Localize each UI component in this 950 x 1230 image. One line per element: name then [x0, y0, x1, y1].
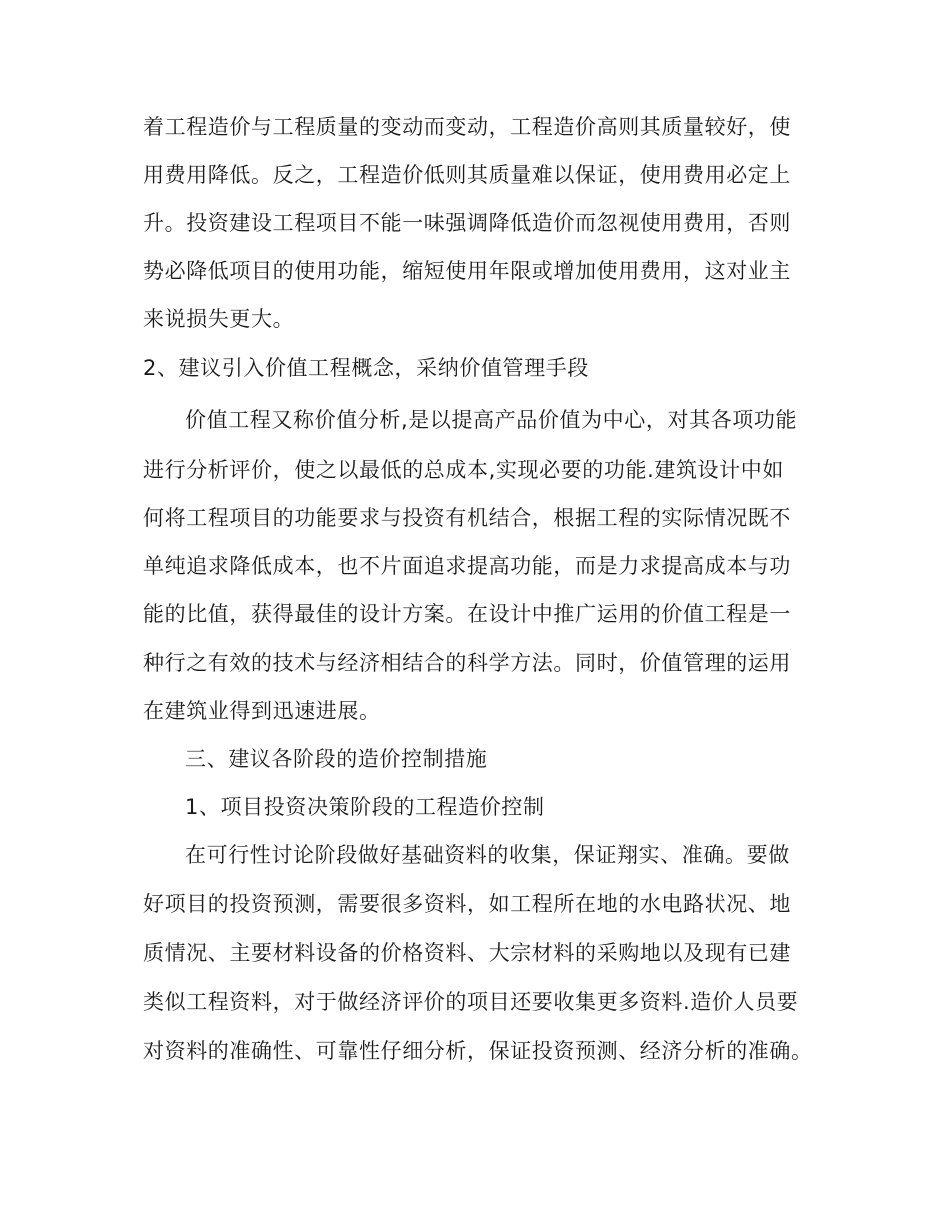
heading-2: 2、建议引入价值工程概念，采纳价值管理手段	[143, 356, 589, 380]
paragraph-1-line-4: 势必降低项目的使用功能，缩短使用年限或增加使用费用，这对业主	[143, 259, 791, 283]
paragraph-2-line-2: 进行分析评价，使之以最低的总成本,实现必要的功能.建筑设计中如	[143, 458, 784, 482]
paragraph-3-line-2: 好项目的投资预测，需要很多资料，如工程所在地的水电路状况、地	[143, 892, 791, 916]
paragraph-2-line-7: 在建筑业得到迅速进展。	[143, 699, 381, 723]
paragraph-1-line-3: 升。投资建设工程项目不能一味强调降低造价而忽视使用费用，否则	[143, 211, 791, 235]
paragraph-1-line-1: 着工程造价与工程质量的变动而变动，工程造价高则其质量较好，使	[143, 115, 791, 139]
paragraph-2-line-4: 单纯追求降低成本，也不片面追求提高功能，而是力求提高成本与功	[143, 554, 791, 578]
paragraph-2-line-5: 能的比值，获得最佳的设计方案。在设计中推广运用的价值工程是一	[143, 602, 791, 626]
paragraph-1-line-2: 用费用降低。反之，工程造价低则其质量难以保证，使用费用必定上	[143, 163, 791, 187]
section-3-heading: 三、建议各阶段的造价控制措施	[185, 747, 488, 771]
paragraph-3-line-5: 对资料的准确性、可靠性仔细分析，保证投资预测、经济分析的准确。	[143, 1039, 813, 1063]
paragraph-3-line-3: 质情况、主要材料设备的价格资料、大宗材料的采购地以及现有已建	[143, 941, 791, 965]
paragraph-1-line-5: 来说损失更大。	[143, 307, 295, 331]
paragraph-2-line-6: 种行之有效的技术与经济相结合的科学方法。同时，价值管理的运用	[143, 651, 791, 675]
paragraph-2-line-3: 何将工程项目的功能要求与投资有机结合，根据工程的实际情况既不	[143, 506, 791, 530]
paragraph-3-line-4: 类似工程资料，对于做经济评价的项目还要收集更多资料.造价人员要	[143, 990, 799, 1014]
paragraph-3-line-1: 在可行性讨论阶段做好基础资料的收集，保证翔实、准确。要做	[185, 843, 790, 867]
subsection-1-heading: 1、项目投资决策阶段的工程造价控制	[185, 795, 545, 819]
paragraph-2-line-1: 价值工程又称价值分析,是以提高产品价值为中心，对其各项功能	[185, 408, 798, 432]
